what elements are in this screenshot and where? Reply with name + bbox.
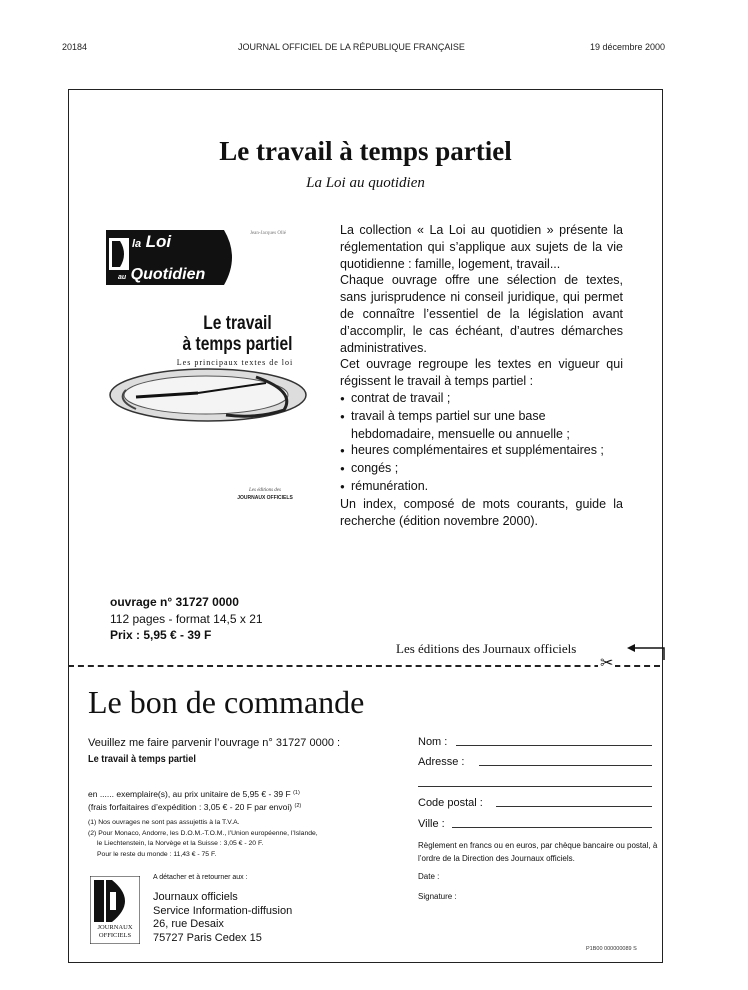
description-closing: Un index, composé de mots courants, guide la recherche (édition novembre 2000). xyxy=(340,496,623,528)
ad-description xyxy=(340,222,623,529)
return-address xyxy=(153,891,292,945)
series-name: la Loi xyxy=(132,232,172,251)
topic-item: ● heures complémentaires et supplémentaires ; xyxy=(340,442,623,460)
cut-line xyxy=(68,665,660,667)
description-paragraph: La collection « La Loi au quotidien » présente la réglementation qui s’applique aux sujets de la vie quotidienne : famille, logement, travail... xyxy=(340,223,623,271)
description-paragraph: Chaque ouvrage offre une sélection de textes, sans jurisprudence ni conseil juridique, qui permet de connaître l’essentiel de la législation avant d’accomplir, le cas échéant, d’autres démarches administratives. xyxy=(340,273,623,355)
signature-label: Signature : xyxy=(418,892,457,901)
detach-instruction: A détacher et à retourner aux : xyxy=(153,874,248,881)
ville-label: Ville : xyxy=(418,818,445,830)
topic-item: ● contrat de travail ; xyxy=(340,390,623,408)
topic-item: ● rémunération. xyxy=(340,478,623,496)
order-quantity-block: en ...... exemplaire(s), au prix unitaire de 5,95 € - 39 F $^{(1)}$ (frais forfaitaires d’expédition : 3,05 € - 20 F par envoi) $^{(2)}$ xyxy=(88,789,302,812)
payment-note: Règlement en francs ou en euros, par chèque bancaire ou postal, à l’ordre de la Direction des Journaux officiels. xyxy=(418,841,658,863)
book-publisher-line2: JOURNAUX OFFICIELS xyxy=(237,495,293,501)
journaux-officiels-logo xyxy=(90,876,140,944)
series-name-2: au Quotidien xyxy=(118,266,206,283)
shipping-line: (frais forfaitaires d’expédition : 3,05 € - 20 F par envoi) xyxy=(88,802,293,812)
issue-date: 19 décembre 2000 xyxy=(590,42,666,52)
page-number: 20184 xyxy=(62,42,88,52)
copies-line: en ...... exemplaire(s), au prix unitaire de 5,95 € - 39 F xyxy=(88,789,291,799)
address-line: Journaux officiels xyxy=(153,891,238,903)
footnote: (2) Pour Monaco, Andorre, les D.O.M.-T.O.M., l’Union européenne, l’Islande, xyxy=(88,829,318,837)
order-footnotes xyxy=(88,818,318,860)
address-line: 26, rue Desaix xyxy=(153,918,224,930)
book-cover-title: Le travail à temps partiel xyxy=(182,313,293,355)
arrow-left-icon xyxy=(626,640,666,660)
book-reference: ouvrage n° 31727 0000 xyxy=(110,595,239,609)
adresse-field-line2[interactable] xyxy=(418,786,652,787)
logo-text: JOURNAUX OFFICIELS xyxy=(97,924,133,939)
book-format: 112 pages - format 14,5 x 21 xyxy=(110,611,263,626)
ad-subtitle: La Loi au quotidien xyxy=(306,175,425,191)
book-reference-block xyxy=(110,594,263,644)
date-label: Date : xyxy=(418,872,440,881)
description-paragraph: Cet ouvrage regroupe les textes en vigueur qui régissent le travail à temps partiel : xyxy=(340,357,623,389)
book-author: Jean-Jacques Ollé xyxy=(250,231,286,236)
book-price: Prix : 5,95 € - 39 F xyxy=(110,628,212,642)
topic-item: ● travail à temps partiel sur une base hebdomadaire, mensuelle ou annuelle ; xyxy=(340,408,623,443)
order-book-title: Le travail à temps partiel xyxy=(88,754,196,765)
nom-label: Nom : xyxy=(418,736,448,748)
topic-item: ● congés ; xyxy=(340,460,623,478)
code-postal-field[interactable] xyxy=(496,806,652,807)
book-cover-subtitle: Les principaux textes de loi xyxy=(176,358,294,367)
address-line: 75727 Paris Cedex 15 xyxy=(153,931,262,944)
book-publisher-line1: Les éditions des xyxy=(249,488,281,493)
code-postal-label: Code postal : xyxy=(418,797,483,809)
order-form-title: Le bon de commande xyxy=(88,684,365,720)
form-code: P1B00 000000089 S xyxy=(586,946,637,952)
order-intro: Veuillez me faire parvenir l’ouvrage n° 31727 0000 : xyxy=(88,737,341,749)
footnote: (1) Nos ouvrages ne sont pas assujettis à la T.V.A. xyxy=(88,819,240,826)
footnote: le Liechtenstein, la Norvège et la Suisse : 3,05 € - 20 F. xyxy=(97,840,264,847)
address-line: Service Information-diffusion xyxy=(153,904,293,917)
topics-list xyxy=(340,390,623,496)
footnote: Pour le reste du monde : 11,43 € - 75 F. xyxy=(97,850,217,858)
nom-field[interactable] xyxy=(456,745,652,746)
adresse-label: Adresse : xyxy=(418,756,465,768)
adresse-field[interactable] xyxy=(479,765,652,766)
ad-title: Le travail à temps partiel xyxy=(219,136,512,166)
clock-icon xyxy=(110,369,306,421)
ville-field[interactable] xyxy=(452,827,652,828)
publisher-name: Les éditions des Journaux officiels xyxy=(396,641,577,656)
scissors-icon: ✂ xyxy=(600,655,614,672)
journal-title: JOURNAL OFFICIEL DE LA RÉPUBLIQUE FRANÇAISE xyxy=(238,42,465,52)
